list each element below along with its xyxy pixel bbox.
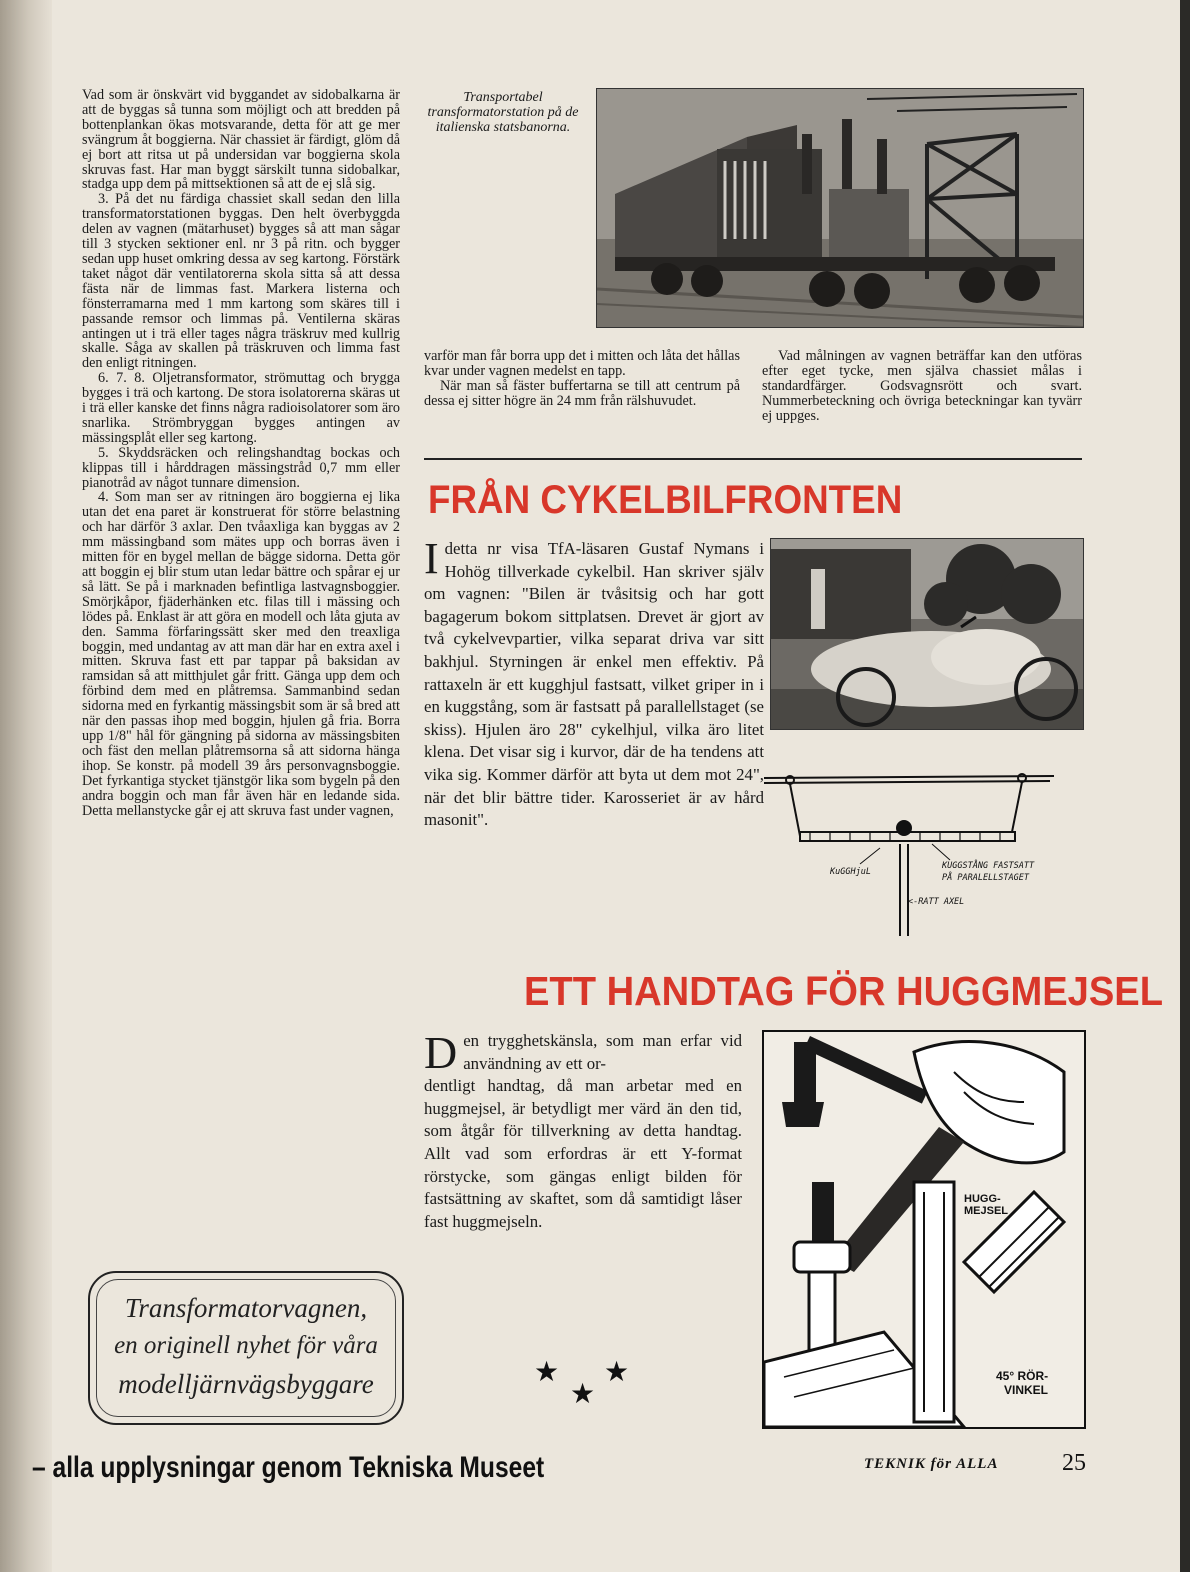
steering-sketch	[760, 764, 1060, 946]
cykelbil-illustration	[771, 539, 1083, 729]
cykelbil-photo	[770, 538, 1084, 730]
headline-cykelbil: FRÅN CYKELBILFRONTEN	[428, 478, 903, 522]
mid-column-a	[424, 349, 740, 409]
dropcap-d: D	[424, 1027, 458, 1078]
ad-line: modelljärnvägsbyggare	[118, 1369, 374, 1399]
huggmejsel-paragraph: dentligt handtag, då man arbetar med en huggmejsel, är betydligt mer värd än den tid, som åtgår för tillverkning av detta handtag. Allt vad som erfordras är ett Y-format rörstycke, som gängas enligt bilden för fastsättning av skaftet, som då samtidigt låser fast huggmejseln.	[424, 1076, 742, 1231]
mid-column-b	[762, 349, 1082, 424]
transformer-wagon-photo	[596, 88, 1084, 328]
star-icon: ★	[604, 1357, 630, 1388]
left-paragraph: 5. Skyddsräcken och relingshandtag bockas och klippas till i hårddragen mässingstråd 0,7 mm eller pianotråd av något tunnare dimension.	[82, 444, 400, 491]
label-kuggstang-1: KUGGSTÅNG FASTSATT	[942, 861, 1035, 871]
page-number: 25	[1062, 1450, 1086, 1476]
transformer-wagon-illustration	[597, 89, 1083, 327]
binding-gutter	[0, 0, 52, 1572]
label-hugg: HUGG-	[964, 1193, 1001, 1205]
star-icon: ★	[534, 1357, 560, 1388]
left-paragraph: 3. På det nu färdiga chassiet skall sedan den lilla transformatorstationen byggas. Den helt överbyggda delen av vagnen (mätarhuset) bygges så att man sågar till 3 stycken sektioner enl. nr 3 på ritn. och bygger sedan upp huset omkring dessa av seg kartong. Förstärk taket något där ventilatorerna skola sitta så att dessa fästa när de limmas fast. Markera listerna och fönsterramarna med 1 mm kartong som skäres till i passande remsor och limmas på. Ventilerna skäras antingen ut i trä eller tages några träskruv med kullrig skalle. Såga av skallen på träskruven och limma fast den enligt ritningen.	[82, 191, 400, 372]
label-vinkel: VINKEL	[1004, 1383, 1049, 1397]
huggmejsel-illustration	[764, 1032, 1084, 1427]
label-mejsel: MEJSEL	[964, 1205, 1009, 1217]
section-divider	[424, 458, 1082, 460]
kugghjul-gear	[896, 820, 912, 836]
label-ratt-axel: <-RATT AXEL	[908, 897, 965, 907]
label-ror: 45° RÖR-	[996, 1369, 1049, 1383]
mid-paragraph: När man så fäster buffertarna se till att centrum på dessa ej sitter högre än 24 mm från rälshuvudet.	[424, 377, 740, 409]
cykelbil-paragraph: detta nr visa TfA-läsaren Gustaf Nymans i Hohög tillverkade cykelbil. Han skriver själv om vagnen: "Bilen är tvåsitsig och har gott bagagerum bokom sittplatsen. Drevet är gjort av två cykelvevpartier, vilka separat driva var sitt bakhjul. Styrningen är enkel men effektiv. På rattaxeln är ett kugghjul fastsatt, vilket griper in i en kuggstång, som är fastsatt på parallellstaget (se skiss). Hjulen äro 28" cykelhjul, vilka äro litet klena. Det visar sig i kurvor, där de ha tendens att vika sig. Kommer därför att byta ut dem mot 24", när det blir bättre tider. Karosseriet är av hård masonit".	[424, 539, 764, 830]
left-paragraph: 6. 7. 8. Oljetransformator, strömuttag och brygga bygges i trä och kartong. De stora isolatorerna skäras ut i trä eller kanske det finns några radioisolatorer som äro snarlika. Strömbryggan bygges antingen av mässingsplåt eller seg kartong.	[82, 370, 400, 446]
magazine-name: TEKNIK för ALLA	[864, 1456, 999, 1472]
left-column-text	[82, 88, 400, 818]
decorative-stars	[530, 1355, 640, 1415]
footer-tagline: – alla upplysningar genom Tekniska Museet	[32, 1451, 545, 1484]
ad-line: Transformatorvagnen,	[124, 1293, 368, 1323]
ad-line: en originell nyhet för våra	[114, 1332, 378, 1359]
ad-text	[90, 1289, 402, 1403]
mid-paragraph: varför man får borra upp det i mitten och låta det hållas kvar under vagnen medelst en tapp.	[424, 348, 740, 379]
dropcap-i: I	[424, 534, 439, 583]
label-kugghjul: KuGGHjuL	[830, 867, 871, 877]
huggmejsel-illustration-frame	[762, 1030, 1086, 1429]
left-paragraph: 4. Som man ser av ritningen äro boggierna ej lika utan det ena paret är konstruerat för större belastning och har därför 3 axlar. Den tvåaxliga kan byggas av 2 mm mässingband som mätes upp och borras även i mitten för en bygel mellan de bägge sidorna. Detta gör att boggin ej blir stum utan ledar bättre och spårar ej ur så lätt. Se på i marknaden befintliga lastvagnsboggier. Smörjkåpor, fjäderhänken etc. filas till i mässing och lödes på. Enklast är att göra en modell och låta gjuta av den. Samma förfaringssätt sker med den treaxliga boggin, med undantag av att man där har en extra axel i mitten. Skruva fast ett par tappar på baksidan av ramsidan så att mitthjulet går fritt. Gänga upp dem och förbind dem med en plåtremsa. Sammanbind sedan sidorna med en fyrkantig mässingsbit som är så bred att när den passas ihop med boggin, hjulen gå fria. Borra upp 1/8" hål för gängning på sidorna av mässingsbiten och fäst den mellan plåtremsorna så att sidorna hänga ihop. Se konstr. på modell 39 års personvagnsboggie. Det fyrkantiga stycket tjänstgör lika som bygeln på den andra boggin och man får även här en ledande sida. Detta mellanstycke går ej att skruva fast under vagnen,	[82, 489, 400, 819]
transformatorvagnen-ad	[88, 1271, 404, 1425]
headline-huggmejsel: ETT HANDTAG FÖR HUGGMEJSEL	[524, 968, 1164, 1014]
mid-paragraph: Vad målningen av vagnen beträffar kan den utföras efter eget tycke, men själva chassiet målas i standardfärger. Godsvagnsrött och svart. Nummerbeteckning och övriga beteckningar kan tyvärr ej uppges.	[762, 348, 1082, 424]
label-kuggstang-2: PÅ PARALELLSTAGET	[942, 873, 1029, 883]
cykelbil-article-text	[424, 534, 764, 832]
left-paragraph: Vad som är önskvärt vid byggandet av sidobalkarna är att de byggas så tunna som möjligt och att bredden på bottenplankan ökas motsvarande, detta för att ge mer svängrum åt boggierna. När chassiet är färdigt, glöm då ej bort att ritsa ut på undersidan var boggierna skola skruvas fast. Har man byggt särskilt tunna sidobalkar, stadga upp dem på mittsektionen så att de ej slå sig.	[82, 87, 400, 193]
photo-caption: Transportabel transformatorstation på de italienska statsbanorna.	[427, 90, 579, 135]
star-icon: ★	[570, 1379, 596, 1410]
huggmejsel-first-lines: en trygghetskänsla, som man erfar vid användning av ett or-	[463, 1031, 742, 1073]
huggmejsel-article-text	[424, 1027, 742, 1233]
